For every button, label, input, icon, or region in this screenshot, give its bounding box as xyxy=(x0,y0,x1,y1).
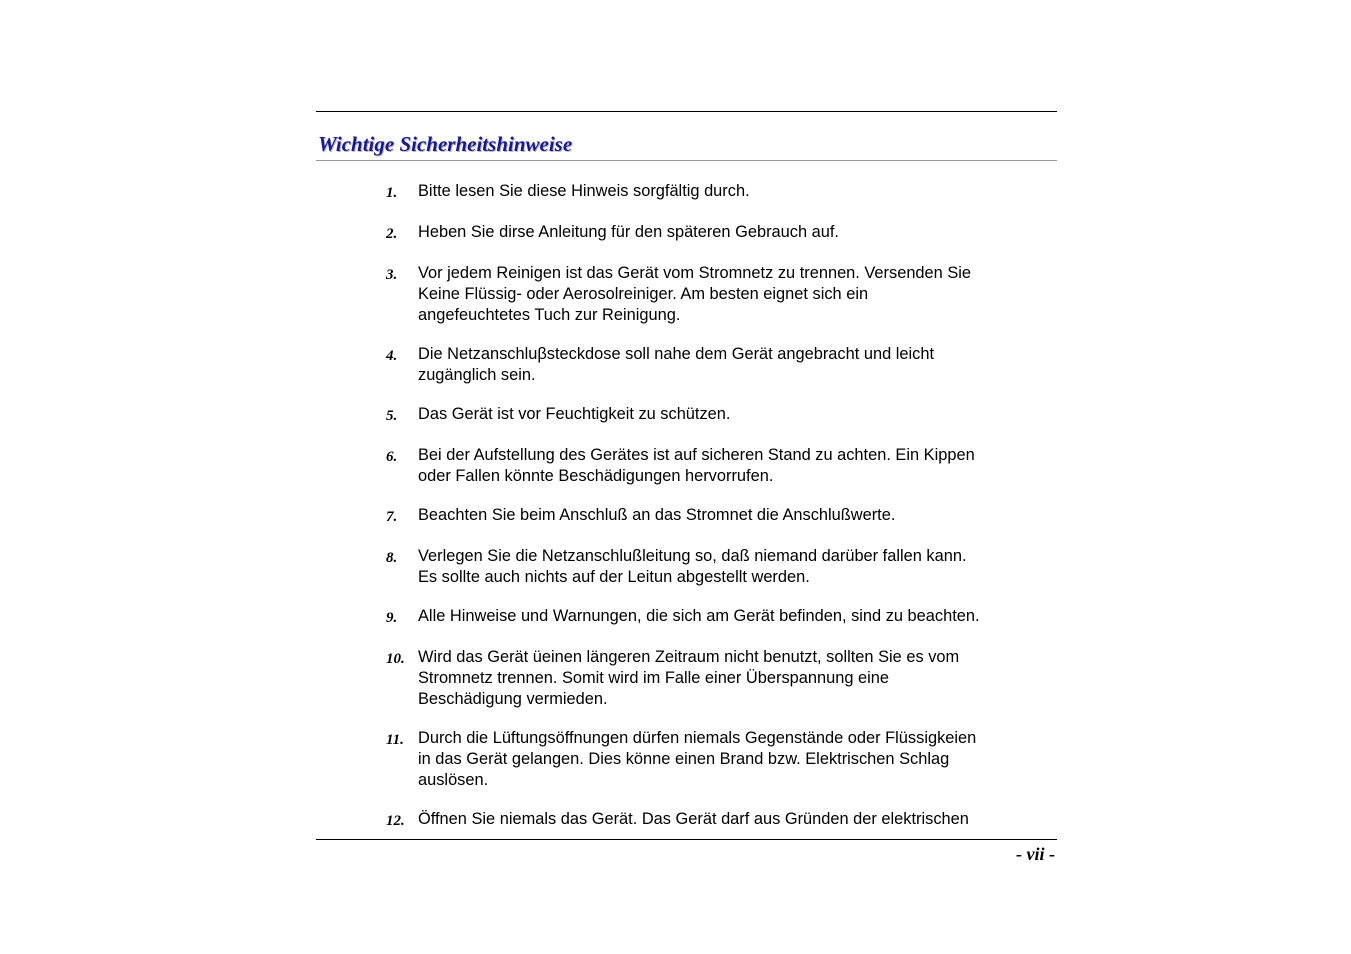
item-text: Die Netzanschluβsteckdose soll nahe dem Gerät angebracht und leicht zugänglich sein. xyxy=(418,345,935,384)
item-text: Bei der Aufstellung des Gerätes ist auf sicheren Stand zu achten. Ein Kippen oder Fallen könnte Beschädigungen hervorrufen. xyxy=(418,446,975,485)
list-item xyxy=(386,344,1066,386)
list-item xyxy=(386,445,1066,487)
item-text: Das Gerät ist vor Feuchtigkeit zu schützen. xyxy=(418,405,731,423)
list-item xyxy=(386,606,1066,629)
item-text: Heben Sie dirse Anleitung für den späteren Gebrauch auf. xyxy=(418,223,839,241)
list-item xyxy=(386,647,1066,710)
item-number: 5. xyxy=(386,408,398,424)
list-item xyxy=(386,181,1066,204)
item-text: Vor jedem Reinigen ist das Gerät vom Stromnetz zu trennen. Versenden Sie Keine Flüssig- oder Aerosolreiniger. Am besten eignet sich ein angefeuchtetes Tuch zur Reinigung. xyxy=(418,264,972,324)
list-item xyxy=(386,263,1066,326)
item-text: Bitte lesen Sie diese Hinweis sorgfältig durch. xyxy=(418,182,750,200)
top-rule xyxy=(316,111,1057,112)
list-item xyxy=(386,546,1066,588)
list-item xyxy=(386,505,1066,528)
list-item xyxy=(386,728,1066,791)
page-number: - vii - xyxy=(1016,844,1055,864)
list-item xyxy=(386,809,1066,832)
item-number: 3. xyxy=(386,267,398,283)
item-text: Alle Hinweise und Warnungen, die sich am Gerät befinden, sind zu beachten. xyxy=(418,607,980,625)
item-text: Wird das Gerät üeinen längeren Zeitraum nicht benutzt, sollten Sie es vom Stromnetz trennen. Somit wird im Falle einer Überspannung eine Beschädigung vermieden. xyxy=(418,648,960,708)
item-text: Verlegen Sie die Netzanschlußleitung so, daß niemand darüber fallen kann. Es sollte auch nichts auf der Leitun abgestellt werden. xyxy=(418,547,967,586)
item-number: 12. xyxy=(386,813,405,829)
item-number: 1. xyxy=(386,185,398,201)
item-text: Beachten Sie beim Anschluß an das Stromnet die Anschlußwerte. xyxy=(418,506,896,524)
title-underline xyxy=(316,160,1057,161)
item-text: Öffnen Sie niemals das Gerät. Das Gerät darf aus Gründen der elektrischen xyxy=(418,810,969,828)
item-number: 8. xyxy=(386,550,398,566)
item-number: 9. xyxy=(386,610,398,626)
list-item xyxy=(386,404,1066,427)
item-number: 4. xyxy=(386,348,398,364)
item-number: 6. xyxy=(386,449,398,465)
item-number: 2. xyxy=(386,226,398,242)
safety-instructions-list xyxy=(386,181,1066,850)
item-number: 11. xyxy=(386,732,404,748)
item-number: 7. xyxy=(386,509,398,525)
item-text: Durch die Lüftungsöffnungen dürfen niemals Gegenstände oder Flüssigkeien in das Gerät gelangen. Dies könne einen Brand bzw. Elektrischen Schlag auslösen. xyxy=(418,729,977,789)
item-number: 10. xyxy=(386,651,405,667)
page-title: Wichtige Sicherheitshinweise xyxy=(318,132,573,156)
list-item xyxy=(386,222,1066,245)
bottom-rule xyxy=(316,839,1057,840)
